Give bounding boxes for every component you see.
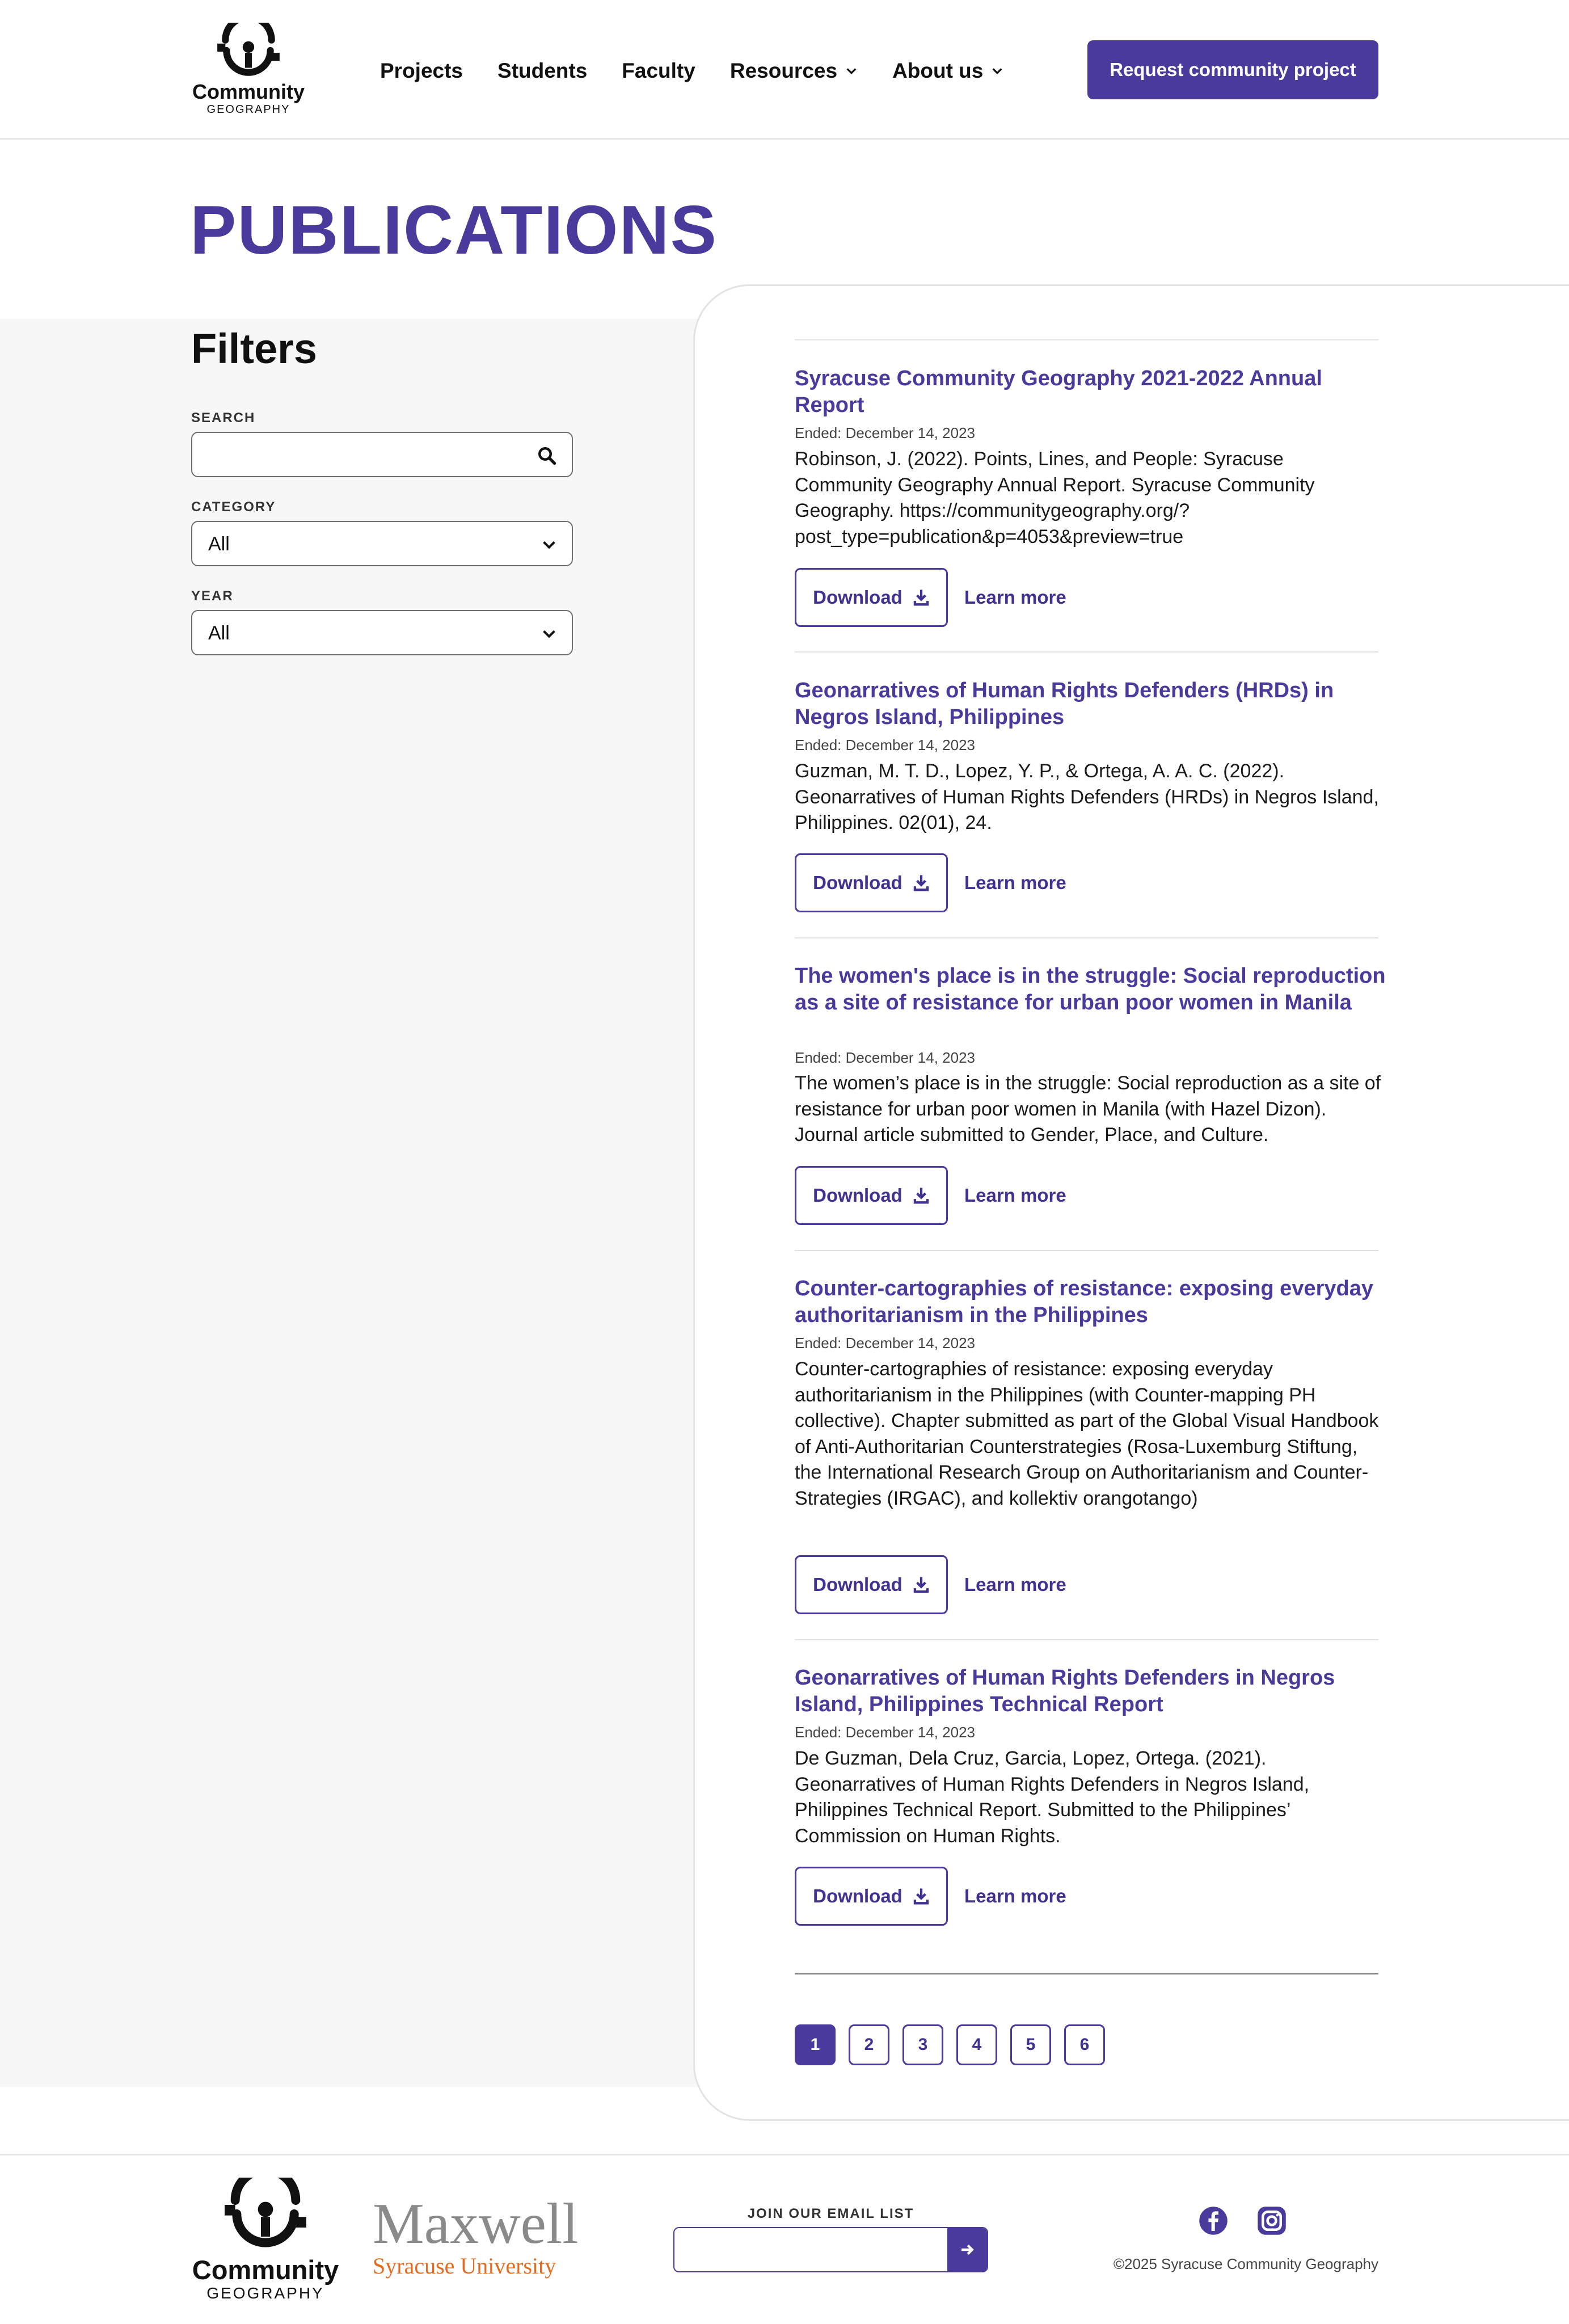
download-label: Download	[813, 1885, 902, 1906]
copyright-text: ©2025 Syracuse Community Geography	[1113, 2255, 1378, 2272]
community-geography-logo[interactable]	[189, 23, 308, 119]
main-nav	[380, 57, 1038, 85]
publication-date: Ended: December 14, 2023	[795, 1334, 975, 1352]
publication-title[interactable]: Counter-cartographies of resistance: exposing everyday authoritarianism in the Philippines	[795, 1277, 1373, 1327]
publication-title[interactable]: Syracuse Community Geography 2021-2022 Annual Report	[795, 367, 1322, 417]
chevron-down-icon	[541, 626, 557, 642]
nav-projects[interactable]	[380, 59, 463, 83]
filters-heading: Filters	[191, 325, 318, 372]
publication-description: De Guzman, Dela Cruz, Garcia, Lopez, Ortega. (2021). Geonarratives of Human Rights Defenders in Negros Island, Philippines Technical Report. Submitted to the Philippines’ Commission on Human Rights.	[795, 1748, 1310, 1847]
category-value: All	[208, 533, 230, 555]
download-button[interactable]	[795, 1555, 948, 1614]
download-icon	[913, 588, 930, 607]
category-label: CATEGORY	[191, 499, 276, 515]
site-header	[0, 0, 1569, 140]
publication-title[interactable]: Geonarratives of Human Rights Defenders (HRDs) in Negros Island, Philippines	[795, 679, 1334, 729]
logo-mark-icon	[214, 23, 283, 78]
download-label: Download	[813, 587, 902, 608]
learn-more-link[interactable]: Learn more	[964, 872, 1066, 893]
request-community-project-button[interactable]: Request community project	[1087, 40, 1378, 99]
instagram-icon[interactable]	[1256, 2205, 1287, 2236]
email-submit-button[interactable]	[947, 2228, 987, 2271]
divider	[795, 937, 1378, 938]
page-2-button[interactable]: 2	[849, 2024, 889, 2065]
maxwell-logo[interactable]: Maxwell	[373, 2192, 579, 2256]
syracuse-university-logo: Syracuse University	[373, 2253, 556, 2279]
nav-label: Projects	[380, 59, 463, 82]
download-button[interactable]	[795, 1166, 948, 1225]
arrow-right-icon	[959, 2241, 976, 2258]
category-select[interactable]	[191, 521, 573, 566]
nav-about-us[interactable]	[892, 59, 1003, 83]
download-button[interactable]	[795, 568, 948, 627]
search-label: SEARCH	[191, 410, 256, 426]
publication-date: Ended: December 14, 2023	[795, 424, 975, 441]
publication-description: The women’s place is in the struggle: Social reproduction as a site of resistance for urban poor women in Manila (with Hazel Dizon). Journal article submitted to Gender, Place, and Culture.	[795, 1072, 1381, 1146]
divider	[795, 651, 1378, 652]
download-label: Download	[813, 872, 902, 893]
divider	[795, 339, 1378, 340]
publication-title[interactable]: The women's place is in the struggle: Social reproduction as a site of resistance for urban poor women in Manila	[795, 964, 1386, 1014]
publication-date: Ended: December 14, 2023	[795, 1724, 975, 1741]
page-1-button[interactable]: 1	[795, 2024, 836, 2065]
footer-divider	[0, 2154, 1569, 2155]
page-3-button[interactable]: 3	[902, 2024, 943, 2065]
publication-description: Robinson, J. (2022). Points, Lines, and People: Syracuse Community Geography Annual Report. Syracuse Community Geography. https://communitygeography.org/?post_type=publication&p=4053&preview=true	[795, 448, 1315, 548]
learn-more-link[interactable]: Learn more	[964, 1885, 1066, 1906]
nav-label: Faculty	[622, 59, 695, 82]
page-6-button[interactable]: 6	[1064, 2024, 1105, 2065]
download-label: Download	[813, 1574, 902, 1595]
learn-more-link[interactable]: Learn more	[964, 1185, 1066, 1206]
email-input[interactable]	[682, 2234, 932, 2267]
facebook-icon[interactable]	[1198, 2205, 1229, 2236]
publication-description: Guzman, M. T. D., Lopez, Y. P., & Ortega, A. A. C. (2022). Geonarratives of Human Rights Defenders (HRDs) in Negros Island, Philippines. 02(01), 24.	[795, 760, 1379, 833]
footer-logo-wordmark: Community	[192, 2255, 339, 2285]
search-icon[interactable]	[537, 445, 557, 466]
divider	[795, 1639, 1378, 1640]
logo-subtitle: GEOGRAPHY	[206, 103, 290, 116]
publication-description: Counter-cartographies of resistance: exposing everyday authoritarianism in the Philippines (with Counter-mapping PH collective). Chapter submitted as part of the Global Visual Handbook of Anti-Authoritarian Counterstrategies (Rosa-Luxemburg Stiftung, the International Research Group on Authoritarianism and Counter-Strategies (IRGAC), and kollektiv orangotango)	[795, 1358, 1379, 1509]
logo-mark-icon	[220, 2178, 311, 2250]
footer-logo[interactable]	[189, 2178, 342, 2302]
email-signup-field[interactable]	[673, 2227, 988, 2272]
year-label: YEAR	[191, 588, 234, 604]
page-5-button[interactable]: 5	[1010, 2024, 1051, 2065]
download-button[interactable]	[795, 853, 948, 912]
nav-students[interactable]	[497, 59, 587, 83]
learn-more-link[interactable]: Learn more	[964, 587, 1066, 608]
chevron-down-icon	[991, 65, 1003, 77]
download-icon	[913, 1186, 930, 1205]
page-title: PUBLICATIONS	[190, 191, 718, 268]
chevron-down-icon	[845, 65, 858, 77]
divider	[795, 1250, 1378, 1251]
nav-label: Students	[497, 59, 588, 82]
nav-faculty[interactable]	[622, 59, 695, 83]
page-4-button[interactable]: 4	[956, 2024, 997, 2065]
logo-wordmark: Community	[192, 80, 305, 103]
publication-title[interactable]: Geonarratives of Human Rights Defenders in Negros Island, Philippines Technical Report	[795, 1666, 1335, 1716]
footer-logo-subtitle: GEOGRAPHY	[206, 2284, 324, 2302]
pagination	[795, 2024, 1118, 2065]
nav-label: About us	[892, 59, 984, 82]
publication-date: Ended: December 14, 2023	[795, 736, 975, 753]
year-select[interactable]	[191, 610, 573, 655]
chevron-down-icon	[541, 537, 557, 553]
download-icon	[913, 1576, 930, 1594]
nav-resources[interactable]	[730, 59, 858, 83]
filters-sidebar	[0, 319, 698, 2087]
search-field[interactable]	[191, 432, 573, 477]
nav-label: Resources	[729, 59, 838, 82]
download-icon	[913, 874, 930, 892]
download-label: Download	[813, 1185, 902, 1206]
publication-date: Ended: December 14, 2023	[795, 1049, 975, 1066]
download-button[interactable]	[795, 1867, 948, 1926]
search-input[interactable]	[203, 440, 520, 470]
learn-more-link[interactable]: Learn more	[964, 1574, 1066, 1595]
email-list-label: JOIN OUR EMAIL LIST	[747, 2206, 914, 2221]
download-icon	[913, 1887, 930, 1905]
pagination-divider	[795, 1973, 1378, 1974]
year-value: All	[208, 622, 230, 644]
